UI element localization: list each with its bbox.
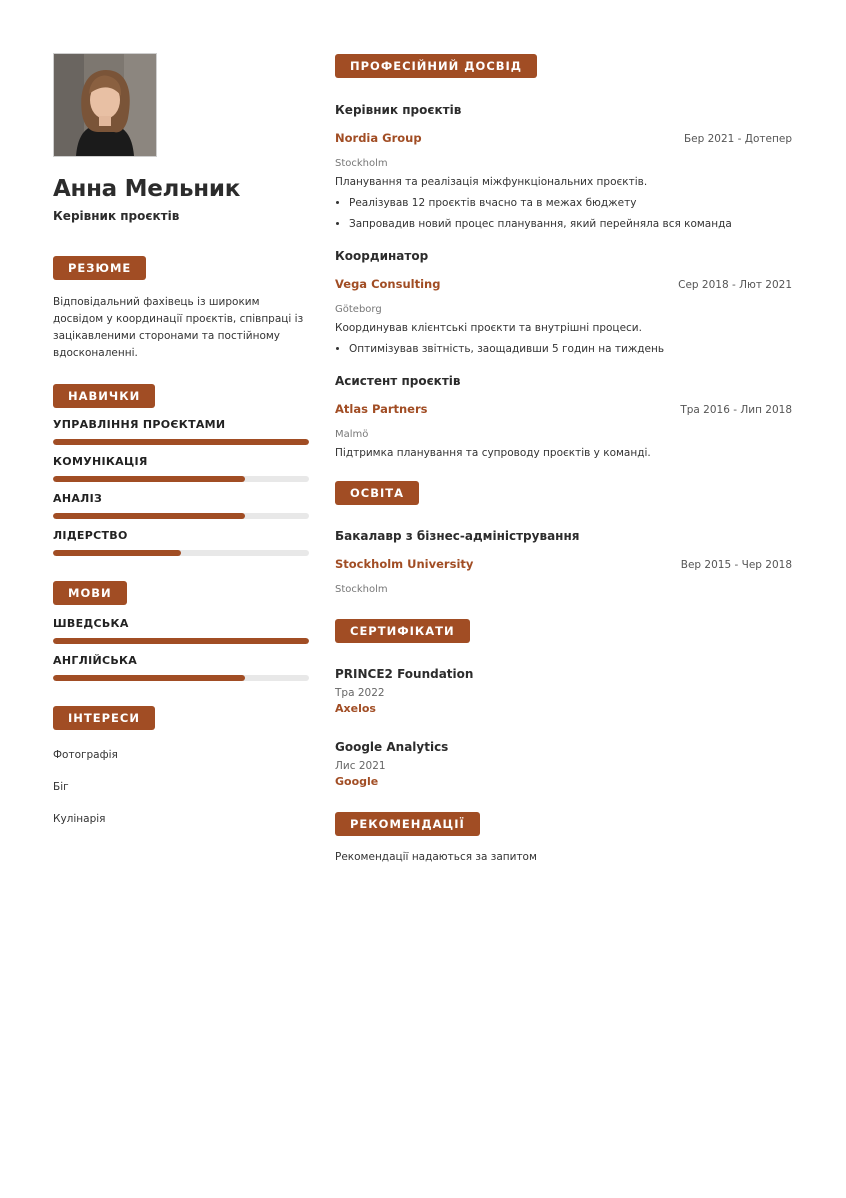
job-title: Координатор — [335, 249, 429, 263]
skill-bar-fill — [53, 439, 309, 445]
certificate-name: PRINCE2 Foundation — [335, 667, 474, 681]
interest-item: Біг — [53, 781, 69, 793]
skill-bar — [53, 476, 309, 482]
interest-item: Фотографія — [53, 749, 118, 761]
education-degree: Бакалавр з бізнес-адміністрування — [335, 529, 580, 543]
language-name: ШВЕДСЬКА — [53, 617, 129, 630]
skill-item — [53, 417, 309, 445]
right-column — [335, 54, 792, 865]
language-item — [53, 653, 309, 681]
certificate-entry — [335, 739, 792, 790]
languages-heading: МОВИ — [53, 581, 127, 605]
interests-list — [53, 747, 309, 827]
job-bullet: • Оптимізував звітність, заощадивши 5 годин на тиждень — [349, 342, 792, 357]
job-entry — [335, 373, 792, 461]
interest-item: Кулінарія — [53, 813, 106, 825]
job-entry — [335, 102, 792, 232]
summary-text: Відповідальний фахівець із широким досвідом у координації проєктів, співпраці із зацікавленими сторонами та постійному вдосконаленні. — [53, 296, 304, 359]
candidate-title: Керівник проєктів — [53, 209, 180, 223]
education-school: Stockholm University — [335, 557, 474, 571]
skill-bar-fill — [53, 476, 245, 482]
job-bullet: • Реалізував 12 проєктів вчасно та в межах бюджету — [349, 196, 792, 211]
certificate-issuer: Google — [335, 775, 379, 788]
skill-name: УПРАВЛІННЯ ПРОЄКТАМИ — [53, 418, 226, 431]
profile-photo — [53, 53, 157, 157]
job-title: Керівник проєктів — [335, 103, 462, 117]
certificates-heading: СЕРТИФІКАТИ — [335, 619, 470, 643]
language-bar-fill — [53, 675, 245, 681]
experience-heading: ПРОФЕСІЙНИЙ ДОСВІД — [335, 54, 537, 78]
profile-photo-image — [54, 54, 156, 156]
job-company: Nordia Group — [335, 131, 422, 145]
job-company: Atlas Partners — [335, 402, 428, 416]
skill-item — [53, 454, 309, 482]
languages-list — [53, 616, 309, 681]
job-company: Vega Consulting — [335, 277, 441, 291]
language-item — [53, 616, 309, 644]
skill-bar-fill — [53, 550, 181, 556]
references-text: Рекомендації надаються за запитом — [335, 851, 537, 863]
certificate-date: Тра 2022 — [335, 687, 385, 699]
skill-name: ЛІДЕРСТВО — [53, 529, 128, 542]
skill-bar-fill — [53, 513, 245, 519]
education-heading: ОСВІТА — [335, 481, 419, 505]
skill-bar — [53, 513, 309, 519]
job-dates: Тра 2016 - Лип 2018 — [680, 404, 792, 416]
job-location: Stockholm — [335, 158, 388, 169]
job-description: Підтримка планування та супроводу проєктів у команді. — [335, 447, 651, 459]
summary-heading: РЕЗЮМЕ — [53, 256, 146, 280]
certificate-issuer: Axelos — [335, 702, 376, 715]
certificate-name: Google Analytics — [335, 740, 449, 754]
interests-heading: ІНТЕРЕСИ — [53, 706, 155, 730]
certificate-date: Лис 2021 — [335, 760, 386, 772]
left-column — [53, 53, 309, 827]
education-entry — [335, 528, 792, 597]
references-heading: РЕКОМЕНДАЦІЇ — [335, 812, 480, 836]
skill-bar — [53, 439, 309, 445]
skills-list — [53, 417, 309, 556]
skill-bar — [53, 550, 309, 556]
skill-name: АНАЛІЗ — [53, 492, 103, 505]
job-description: Координував клієнтські проєкти та внутрішні процеси. — [335, 322, 642, 334]
language-bar — [53, 638, 309, 644]
skill-item — [53, 528, 309, 556]
language-bar — [53, 675, 309, 681]
education-location: Stockholm — [335, 584, 388, 595]
skills-heading: НАВИЧКИ — [53, 384, 155, 408]
job-location: Göteborg — [335, 304, 382, 315]
language-name: АНГЛІЙСЬКА — [53, 654, 138, 667]
job-description: Планування та реалізація міжфункціональних проєктів. — [335, 176, 648, 188]
education-dates: Вер 2015 - Чер 2018 — [680, 559, 792, 571]
job-dates: Бер 2021 - Дотепер — [683, 133, 792, 145]
language-bar-fill — [53, 638, 309, 644]
job-entry — [335, 248, 792, 357]
job-location: Malmö — [335, 429, 369, 440]
candidate-name: Анна Мельник — [53, 176, 241, 202]
job-dates: Сер 2018 - Лют 2021 — [678, 279, 792, 291]
job-bullets — [335, 196, 792, 232]
skill-item — [53, 491, 309, 519]
job-title: Асистент проєктів — [335, 374, 461, 388]
certificate-entry — [335, 666, 792, 717]
job-bullet: • Запровадив новий процес планування, який перейняла вся команда — [349, 217, 792, 232]
skill-name: КОМУНІКАЦІЯ — [53, 455, 148, 468]
job-bullets — [335, 342, 792, 357]
